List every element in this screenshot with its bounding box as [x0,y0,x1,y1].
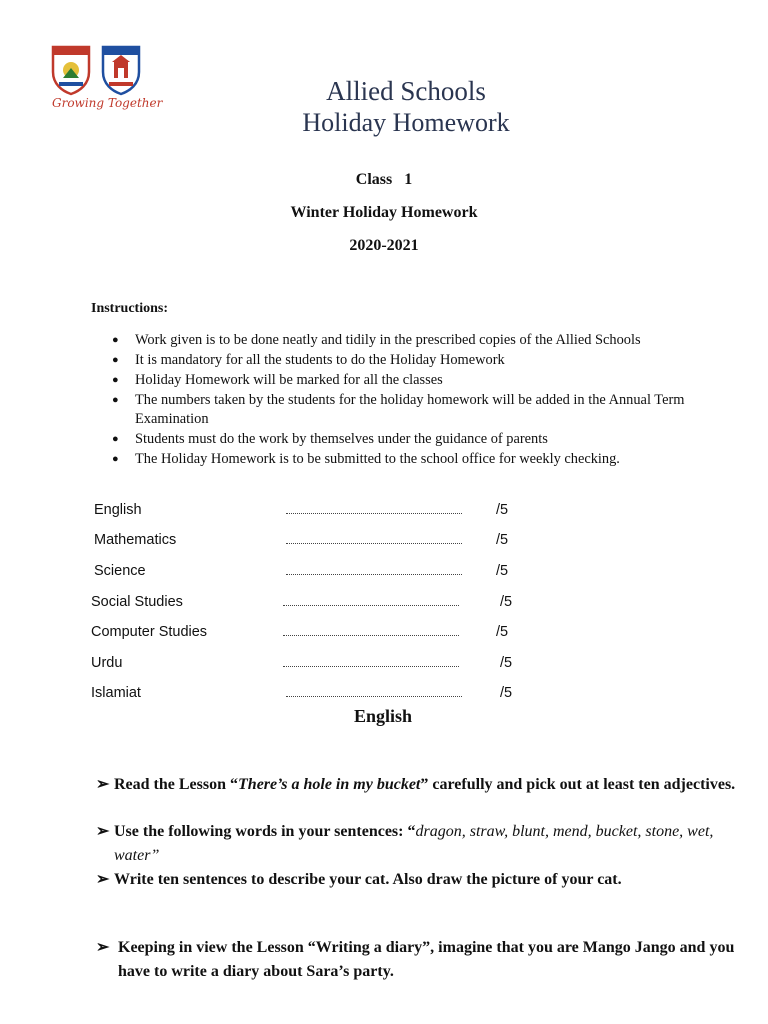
score-total: /5 [496,563,509,579]
winter-homework-line: Winter Holiday Homework [290,204,478,221]
score-blank [286,508,462,514]
document-title: Holiday Homework [302,108,510,137]
list-item: ● Work given is to be done neatly and tidily in the prescribed copies of the Allied Schools [112,332,641,348]
task-item: ➢ Write ten sentences to describe your cat. Also draw the picture of your cat. [96,868,736,892]
subject-label: Islamiat [91,685,141,701]
list-item: ● It is mandatory for all the students to do the Holiday Homework [112,352,505,368]
subject-label: Urdu [91,655,123,671]
bullet-icon: ● [112,374,119,386]
school-name: Allied Schools [326,76,486,106]
instructions-heading: Instructions: [91,301,169,316]
bullet-icon: ● [112,453,119,465]
score-total: /5 [496,502,509,518]
score-blank [286,569,462,575]
bullet-icon: ● [112,334,119,346]
score-total: /5 [496,624,509,640]
list-item: ● Holiday Homework will be marked for all the classes [112,372,443,388]
class-line: Class 1 [355,171,413,188]
arrow-bullet-icon: ➢ [96,776,110,793]
score-blank [283,661,459,667]
subject-label: Mathematics [94,532,177,548]
task-item: ➢ Use the following words in your sentences: “dragon, straw, blunt, mend, bucket, stone, wet, water” [96,820,736,867]
score-blank [286,691,462,697]
school-motto: Growing Together [52,96,163,110]
score-blank [283,630,459,636]
subject-label: Computer Studies [91,624,208,640]
score-total: /5 [496,532,509,548]
english-section-heading: English [353,706,413,726]
subject-label: Science [94,563,146,579]
subject-label: English [94,502,142,518]
arrow-bullet-icon: ➢ [96,823,110,840]
list-item: ● Students must do the work by themselves under the guidance of parents [112,431,548,447]
list-item: ● The numbers taken by the students for the holiday homework will be added in the Annual Term Examination [112,392,685,427]
arrow-bullet-icon: ➢ [96,939,110,956]
bullet-icon: ● [112,394,119,406]
task-item: ➢ Keeping in view the Lesson “Writing a diary”, imagine that you are Mango Jango and you have to write a diary about Sara’s party. [96,936,736,983]
bullet-icon: ● [112,354,119,366]
score-total: /5 [500,655,513,671]
task-item: ➢ Read the Lesson “There’s a hole in my bucket” carefully and pick out at least ten adjectives. [96,773,736,797]
academic-year: 2020-2021 [349,237,419,254]
arrow-bullet-icon: ➢ [96,871,110,888]
score-total: /5 [500,594,513,610]
list-item: ● The Holiday Homework is to be submitted to the school office for weekly checking. [112,451,620,467]
subject-label: Social Studies [91,594,183,610]
instructions-list [112,331,712,470]
score-blank [286,538,462,544]
score-blank [283,600,459,606]
bullet-icon: ● [112,433,119,445]
score-total: /5 [500,685,513,701]
